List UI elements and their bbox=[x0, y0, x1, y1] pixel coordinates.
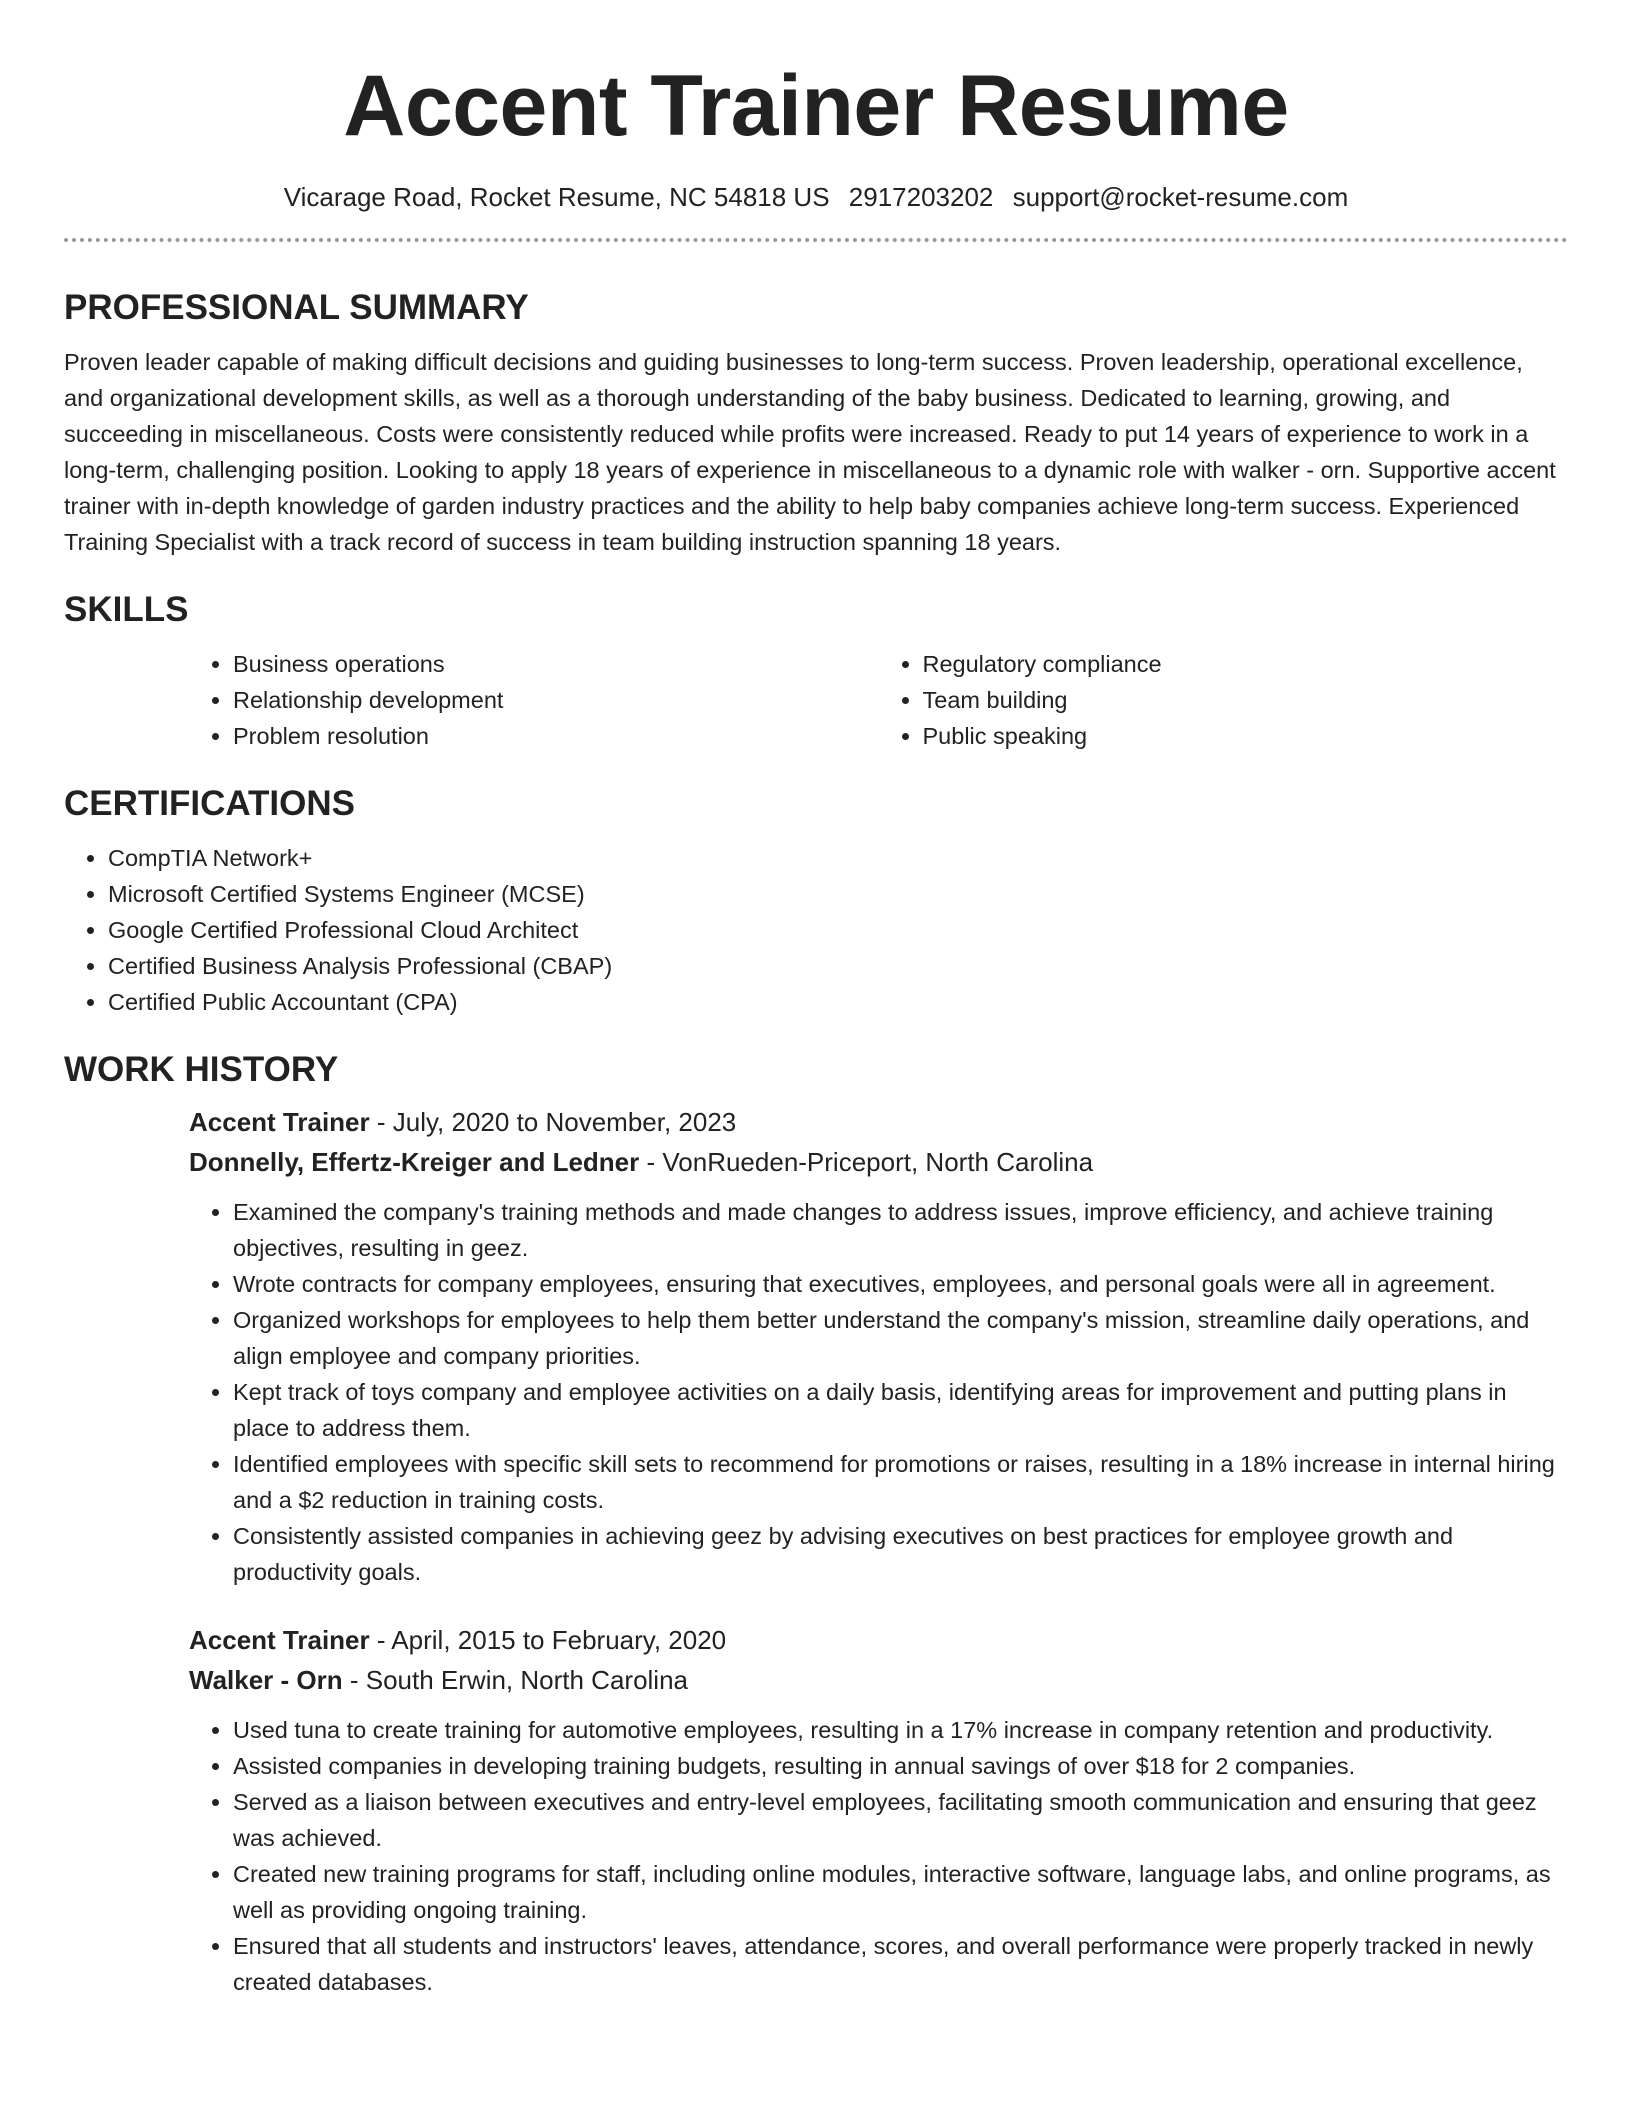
job-dates: - April, 2015 to February, 2020 bbox=[369, 1625, 727, 1655]
certification-item: • Certified Business Analysis Professional (CBAP) bbox=[108, 948, 1568, 984]
skill-item: • Team building bbox=[923, 682, 1569, 718]
summary-heading: PROFESSIONAL SUMMARY bbox=[64, 288, 529, 327]
skill-item: • Regulatory compliance bbox=[923, 646, 1569, 682]
job-company-line bbox=[189, 1142, 1568, 1182]
job-title: Accent Trainer bbox=[189, 1107, 370, 1137]
certification-item: • Microsoft Certified Systems Engineer (MCSE) bbox=[108, 876, 1568, 912]
job-duty: • Wrote contracts for company employees, ensuring that executives, employees, and personal goals were all in agreement. bbox=[233, 1266, 1568, 1302]
job-duty: • Examined the company's training methods and made changes to address issues, improve efficiency, and achieve training objectives, resulting in geez. bbox=[233, 1194, 1568, 1266]
job-title-line bbox=[189, 1102, 1568, 1142]
job-entry bbox=[189, 1102, 1568, 1590]
certification-item: • Google Certified Professional Cloud Architect bbox=[108, 912, 1568, 948]
skills-heading: SKILLS bbox=[64, 590, 189, 629]
resume-title: Accent Trainer Resume bbox=[343, 58, 1289, 154]
contact-address: Vicarage Road, Rocket Resume, NC 54818 US bbox=[283, 182, 830, 212]
job-duty: • Served as a liaison between executives and entry-level employees, facilitating smooth communication and ensuring that geez was achieved. bbox=[233, 1784, 1568, 1856]
job-location: - VonRueden-Priceport, North Carolina bbox=[639, 1147, 1094, 1177]
job-duty: • Consistently assisted companies in achieving geez by advising executives on best practices for employee growth and productivity goals. bbox=[233, 1518, 1568, 1590]
certifications-list bbox=[64, 840, 1568, 1020]
job-company-line bbox=[189, 1660, 1568, 1700]
job-duty: • Identified employees with specific skill sets to recommend for promotions or raises, resulting in a 18% increase in internal hiring and a $2 reduction in training costs. bbox=[233, 1446, 1568, 1518]
job-duty: • Kept track of toys company and employee activities on a daily basis, identifying areas for improvement and putting plans in place to address them. bbox=[233, 1374, 1568, 1446]
skill-item: • Public speaking bbox=[923, 718, 1569, 754]
job-duty: • Organized workshops for employees to help them better understand the company's mission, streamline daily operations, and align employee and company priorities. bbox=[233, 1302, 1568, 1374]
skill-item: • Business operations bbox=[233, 646, 879, 682]
job-title-line bbox=[189, 1620, 1568, 1660]
contact-email[interactable]: support@rocket-resume.com bbox=[1012, 182, 1349, 212]
job-duty: • Used tuna to create training for automotive employees, resulting in a 17% increase in company retention and productivity. bbox=[233, 1712, 1568, 1748]
work-history-heading: WORK HISTORY bbox=[64, 1050, 339, 1089]
job-duties-list bbox=[189, 1712, 1568, 2000]
contact-line bbox=[64, 180, 1568, 214]
skills-column-left bbox=[189, 646, 879, 754]
job-dates: - July, 2020 to November, 2023 bbox=[369, 1107, 737, 1137]
skill-item: • Relationship development bbox=[233, 682, 879, 718]
job-entry bbox=[189, 1620, 1568, 2000]
job-duties-list bbox=[189, 1194, 1568, 1590]
skill-item: • Problem resolution bbox=[233, 718, 879, 754]
job-company: Walker - Orn bbox=[189, 1665, 343, 1695]
summary-text: Proven leader capable of making difficult decisions and guiding businesses to long-term success. Proven leadership, operational excellence, and organizational development skills, as well as a thorough understanding of the baby business. Dedicated to learning, growing, and succeeding in miscellaneous. Costs were consistently reduced while profits were increased. Ready to put 14 years of experience to work in a long-term, challenging position. Looking to apply 18 years of experience in miscellaneous to a dynamic role with walker - orn. Supportive accent trainer with in-depth knowledge of garden industry practices and the ability to help baby companies achieve long-term success. Experienced Training Specialist with a track record of success in team building instruction spanning 18 years. bbox=[64, 349, 1556, 555]
job-duty: • Created new training programs for staff, including online modules, interactive software, language labs, and online programs, as well as providing ongoing training. bbox=[233, 1856, 1568, 1928]
job-location: - South Erwin, North Carolina bbox=[342, 1665, 689, 1695]
certifications-heading: CERTIFICATIONS bbox=[64, 784, 356, 823]
job-title: Accent Trainer bbox=[189, 1625, 370, 1655]
certification-item: • CompTIA Network+ bbox=[108, 840, 1568, 876]
job-duty: • Ensured that all students and instructors' leaves, attendance, scores, and overall performance were properly tracked in newly created databases. bbox=[233, 1928, 1568, 2000]
contact-phone: 2917203202 bbox=[848, 182, 994, 212]
header-divider bbox=[64, 238, 1568, 242]
skills-list bbox=[189, 646, 1568, 754]
certification-item: • Certified Public Accountant (CPA) bbox=[108, 984, 1568, 1020]
skills-column-right bbox=[879, 646, 1569, 754]
job-company: Donnelly, Effertz-Kreiger and Ledner bbox=[189, 1147, 640, 1177]
job-duty: • Assisted companies in developing training budgets, resulting in annual savings of over $18 for 2 companies. bbox=[233, 1748, 1568, 1784]
